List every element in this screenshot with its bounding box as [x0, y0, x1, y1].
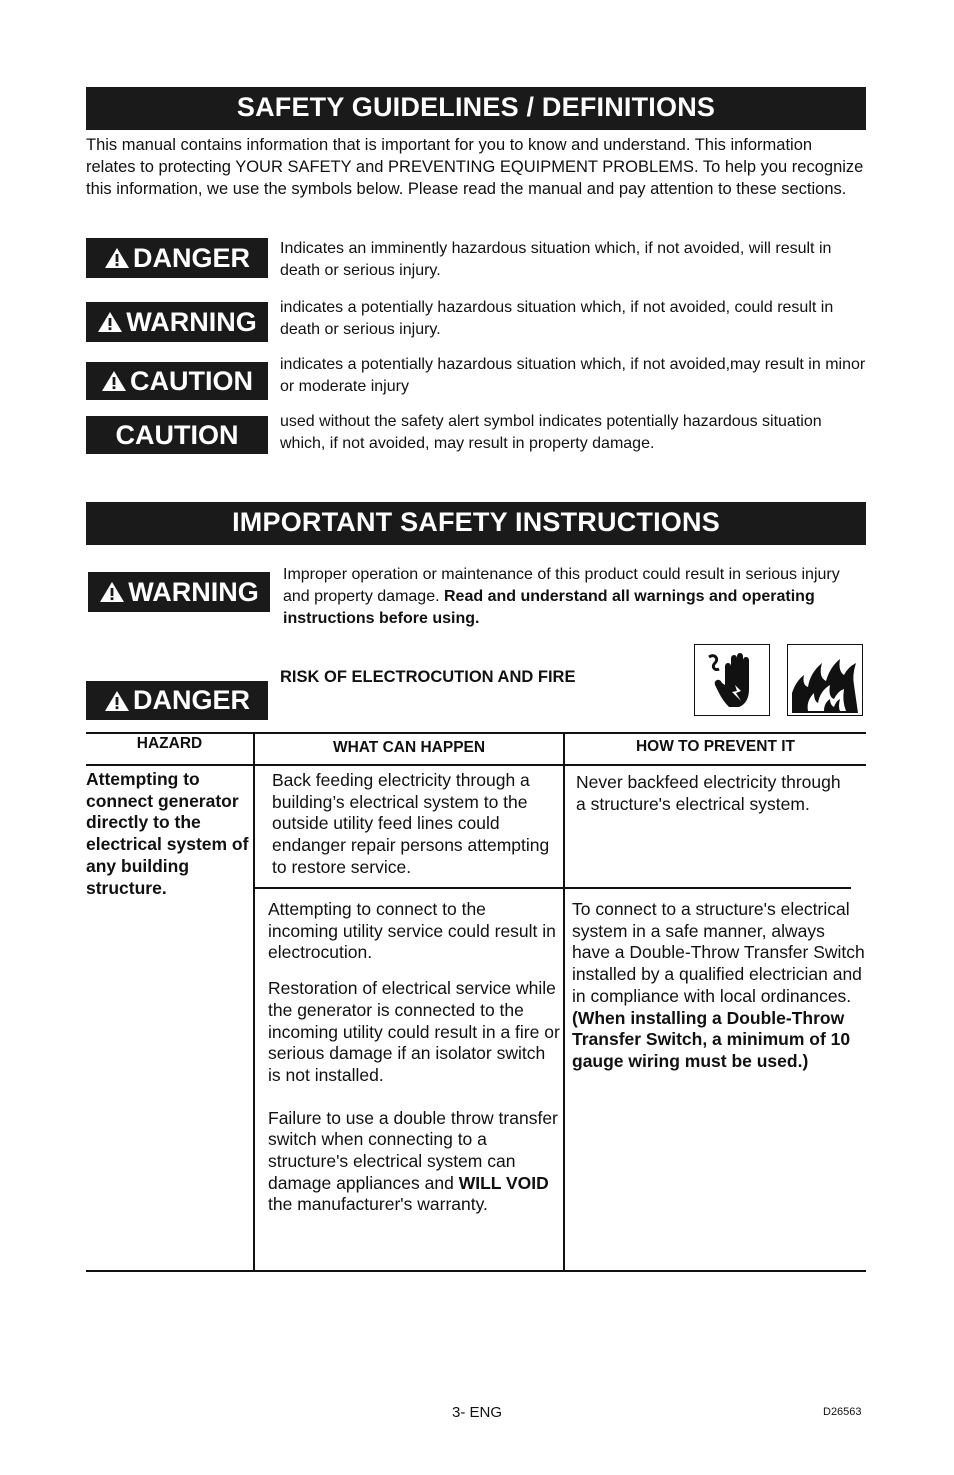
- row2-how-to-prevent: [572, 899, 866, 1073]
- warning-definition: indicates a potentially hazardous situation which, if not avoided, could result in death or serious injury.: [280, 299, 834, 338]
- caution-no-symbol-label-text: CAUTION: [115, 419, 239, 450]
- instructions-warning-label: [88, 572, 270, 612]
- row2-happen-3-bold: WILL VOID: [458, 1172, 549, 1193]
- warning-text-bold: Read and understand all warnings and operating instructions before using.: [283, 588, 815, 627]
- warning-label: [86, 302, 268, 342]
- section-title-instructions: IMPORTANT SAFETY INSTRUCTIONS: [86, 502, 866, 545]
- table-top-rule: [86, 732, 866, 734]
- instructions-warning-label-text: WARNING: [128, 576, 259, 607]
- row2-happen-paragraph-3: [268, 1108, 560, 1217]
- row2-happen-paragraph-1: Attempting to connect to the incoming utility service could result in electrocution.: [268, 899, 556, 963]
- caution-label-text: CAUTION: [130, 365, 253, 396]
- alert-triangle-icon: [104, 690, 130, 712]
- table-bottom-rule: [86, 1270, 866, 1272]
- row1-how-to-prevent: Never backfeed electricity through a structure's electrical system.: [576, 772, 841, 814]
- danger-label: [86, 238, 268, 278]
- row2-happen-paragraph-2: Restoration of electrical service while the generator is connected to the incoming utility could result in a fire or serious damage if an isolator switch is not installed.: [268, 978, 560, 1085]
- caution-definition: indicates a potentially hazardous situation which, if not avoided,may result in minor or moderate injury: [280, 356, 866, 395]
- row1-what-can-happen: Back feeding electricity through a building’s electrical system to the outside utility feed lines could endanger repair persons attempting to restore service.: [272, 770, 550, 877]
- page-number: 3- ENG: [451, 1404, 502, 1421]
- table-col-divider-1: [253, 732, 255, 1272]
- row2-what-can-happen: [268, 899, 560, 1216]
- alert-triangle-icon: [101, 370, 127, 392]
- table-header-what-can-happen: WHAT CAN HAPPEN: [332, 739, 486, 756]
- caution-no-symbol-definition: used without the safety alert symbol indicates potentially hazardous situation which, if not avoided, may result in property damage.: [280, 413, 822, 452]
- instructions-warning-text: [283, 564, 843, 630]
- intro-paragraph: This manual contains information that is important for you to know and understand. This information relates to protecting YOUR SAFETY and PREVENTING EQUIPMENT PROBLEMS. To help you recognize this information, we use the symbols below. Please read the manual and pay attention to these sections.: [86, 136, 864, 198]
- warning-label-text: WARNING: [126, 306, 257, 337]
- row2-prevent-bold: (When installing a Double-Throw Transfer Switch, a minimum of 10 gauge wiring must be used.): [572, 1007, 851, 1071]
- electric-shock-icon: [694, 644, 770, 716]
- alert-triangle-icon: [99, 581, 125, 603]
- row2-prevent-paragraph: To connect to a structure's electrical system in a safe manner, always have a Double-Throw Transfer Switch installed by a qualified electrician and in compliance with local ordinances.: [572, 899, 865, 1006]
- table-header-hazard: HAZARD: [136, 735, 203, 752]
- row2-happen-3-tail: the manufacturer's warranty.: [268, 1172, 559, 1215]
- electrocution-danger-label-text: DANGER: [132, 685, 250, 715]
- doc-number: D26563: [823, 1406, 862, 1418]
- caution-no-symbol-label: [86, 416, 268, 454]
- caution-label: [86, 362, 268, 400]
- row2-happen-3-text: Failure to use a double throw transfer switch when connecting to a structure's electrical system can damage appliances and: [268, 1107, 558, 1193]
- alert-triangle-icon: [104, 247, 130, 269]
- table-row-rule: [253, 887, 851, 889]
- risk-title: RISK OF ELECTROCUTION AND FIRE: [280, 668, 576, 686]
- table-col-divider-2: [563, 732, 565, 1272]
- danger-label-text: DANGER: [132, 242, 250, 273]
- danger-definition: Indicates an imminently hazardous situation which, if not avoided, will result in death or serious injury.: [280, 240, 832, 279]
- table-header-how-to-prevent: HOW TO PREVENT IT: [635, 738, 796, 755]
- table-header-rule: [86, 764, 866, 766]
- warning-text-normal: Improper operation or maintenance of this product could result in serious injury and property damage.: [283, 566, 840, 605]
- hazard-cell: Attempting to connect generator directly to the electrical system of any building structure.: [86, 769, 249, 898]
- electrocution-danger-label: [86, 681, 268, 720]
- fire-icon: [787, 644, 863, 716]
- section-title-guidelines: SAFETY GUIDELINES / DEFINITIONS: [86, 87, 866, 130]
- alert-triangle-icon: [97, 311, 123, 333]
